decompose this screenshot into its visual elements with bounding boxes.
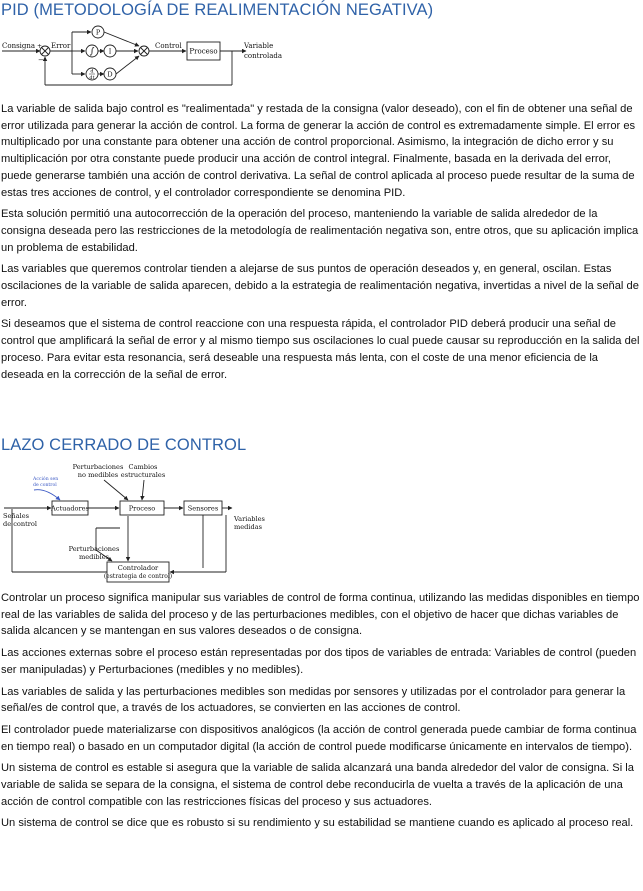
label-consigna: Consigna bbox=[2, 42, 36, 50]
label-controlador-2: (estrategia de control) bbox=[103, 573, 173, 580]
paragraph: La variable de salida bajo control es "realimentada" y restada de la consigna (valor deseado), con el fin de obtener una señal de error utilizada para generar la acción de control. La forma de generar la acción de control es extremadamente simple. El error es multiplicado por una constante para obtener una acción de control proporcional. Asimismo, la integración de dicho error y su multiplicación por otra constante puede producir una acción de control integral. Finalmente, basada en la derivada del error, puede generarse también una acción de control derivativa. La señal de control aplicada al proceso puede resultar de la suma de estas tres acciones de control, y el controlador correspondiente se denomina PID. bbox=[1, 103, 636, 199]
label-controlador-1: Controlador bbox=[117, 564, 159, 572]
label-accion-1: Acción sen bbox=[33, 477, 59, 482]
label-varmed-2: medidas bbox=[234, 523, 263, 531]
paragraph: Un sistema de control es estable si asegura que la variable de salida alcanzará una banda alrededor del valor de consigna. Si la variable de salida se separa de la consigna, el sistema de control debe reconducirla de vuelta a través de la aplicación de una acción de control compatible con las restricciones físicas del proceso y sus actuadores. bbox=[1, 762, 634, 808]
label-pertmed-2: medibles bbox=[78, 553, 110, 561]
svg-text:d: d bbox=[90, 68, 94, 75]
paragraph: Las variables que queremos controlar tienden a alejarse de sus puntos de operación deseados y, en general, oscilan. Estas oscilaciones de la variable de salida aparecen, debido a la estrategia de realimentación negativa, invertidas a nivel de la señal de error. bbox=[1, 263, 639, 309]
pid-block-diagram bbox=[0, 24, 300, 88]
label-proceso: Proceso bbox=[189, 47, 218, 56]
label-controlada: controlada bbox=[244, 52, 283, 60]
paragraph: Controlar un proceso significa manipular sus variables de control de forma continua, utilizando las medidas disponibles en tiempo real de las variables de salida del proceso y de las perturbaciones medibles, con el objetivo de hacer que dichas variables de salida alcancen y se mantengan en sus valores deseados o de consigna. bbox=[1, 592, 640, 638]
label-cambios-1: Cambios bbox=[128, 463, 158, 471]
paragraph: El controlador puede materializarse con dispositivos analógicos (la acción de control generada puede cambiar de forma continua en tiempo real) o basado en un computador digital (la acción de control puede modificarse únicamente en intervalos de tiempo). bbox=[1, 723, 637, 753]
section1-body bbox=[1, 101, 641, 383]
svg-text:+: + bbox=[37, 43, 43, 50]
label-senales-2: de control bbox=[3, 520, 38, 528]
paragraph: Si deseamos que el sistema de control reaccione con una respuesta rápida, el controlador PID deberá producir una señal de control que amplificará la señal de error y al mismo tiempo sus oscilaciones lo cual puede causar su reproducción en la salida del proceso. Para evitar esta resonancia, será deseable una respuesta más lenta, con el coste de una menor eficiencia de la deseada en la corrección de la señal de error. bbox=[1, 318, 640, 381]
label-p: P bbox=[95, 28, 101, 37]
label-proceso-2: Proceso bbox=[128, 504, 156, 513]
label-perturb-nomed-1: Perturbaciones bbox=[72, 463, 124, 471]
paragraph: Un sistema de control se dice que es robusto si su rendimiento y su estabilidad se mantiene cuando es aplicado al proceso real. bbox=[1, 817, 634, 830]
label-variable: Variable bbox=[244, 42, 274, 50]
label-pertmed-1: Perturbaciones bbox=[68, 545, 120, 553]
section-title-pid: PID (METODOLOGÍA DE REALIMENTACIÓN NEGATIVA) bbox=[1, 1, 434, 19]
svg-text:−: − bbox=[38, 56, 44, 64]
svg-text:∫: ∫ bbox=[89, 47, 95, 57]
label-control: Control bbox=[155, 42, 182, 50]
label-cambios-2: estructurales bbox=[120, 471, 166, 479]
paragraph: Esta solución permitió una autocorrección de la operación del proceso, manteniendo la variable de salida alrededor de la consigna deseada pero las restricciones de la metodología de realimentación negativa son, entre otros, que su aplicación implica un problema de estabilidad. bbox=[1, 208, 639, 254]
svg-text:dt: dt bbox=[89, 75, 95, 81]
closed-loop-diagram bbox=[0, 458, 300, 586]
paragraph: Las variables de salida y las perturbaciones medibles son medidas por sensores y utilizadas por el controlador para generar la señal/es de control que, a través de los actuadores, se convierten en las acciones de control. bbox=[1, 685, 626, 715]
label-varmed-1: Variables bbox=[234, 515, 265, 523]
label-i: I bbox=[108, 47, 112, 56]
label-accion-2: de control bbox=[33, 483, 57, 488]
label-error: Error bbox=[51, 42, 71, 50]
label-d: D bbox=[107, 70, 113, 79]
paragraph: Las acciones externas sobre el proceso están representadas por dos tipos de variables de entrada: Variables de control (pueden ser manipuladas) y Perturbaciones (medibles y no medibles). bbox=[1, 647, 637, 676]
section-title-lazo: LAZO CERRADO DE CONTROL bbox=[1, 436, 247, 454]
label-senales-1: Señales bbox=[3, 512, 29, 520]
label-perturb-nomed-2: no medibles bbox=[77, 471, 119, 479]
section2-body bbox=[1, 590, 641, 832]
label-sensores: Sensores bbox=[187, 504, 219, 513]
label-actuadores: Actuadores bbox=[51, 504, 89, 513]
